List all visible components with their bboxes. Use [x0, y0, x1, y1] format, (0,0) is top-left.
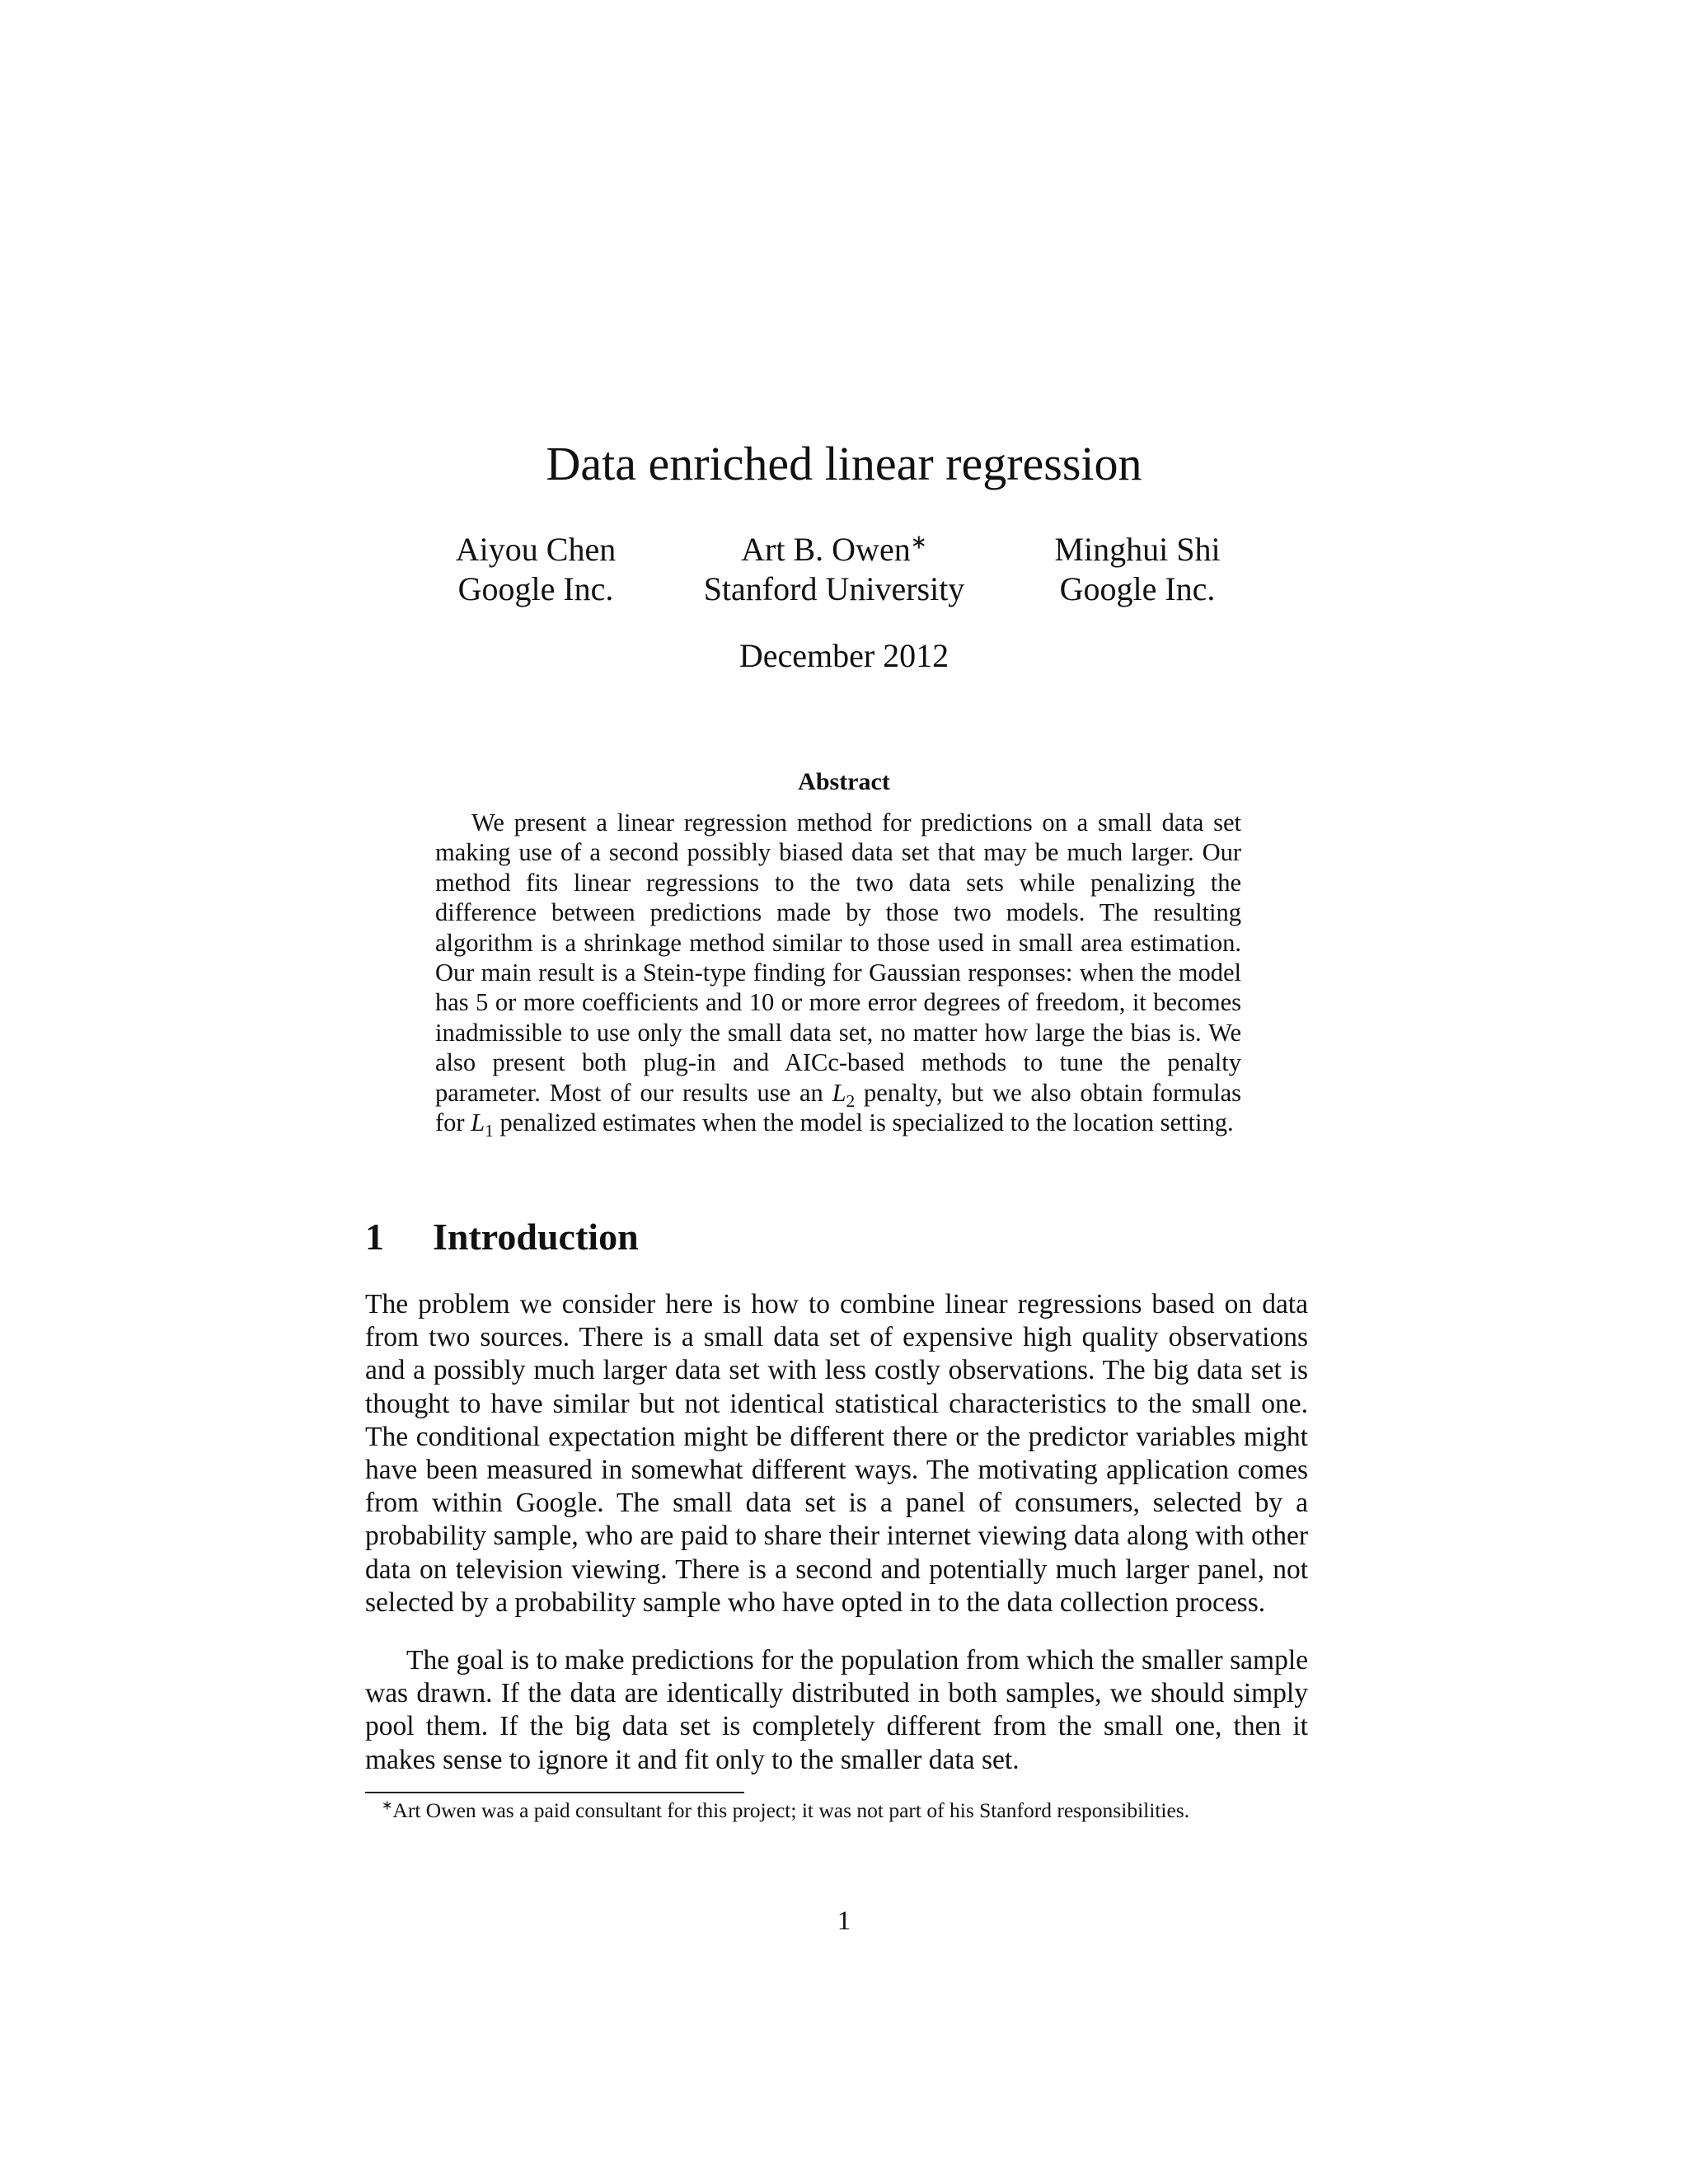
author-name: Art B. Owen [741, 531, 911, 568]
footnote-marker: ∗ [910, 532, 927, 554]
math-subscript: 2 [846, 1090, 856, 1111]
paper-date: December 2012 [738, 637, 950, 674]
footnote [365, 1797, 1308, 1823]
section-title: Introduction [433, 1216, 639, 1258]
math-symbol: L [832, 1078, 846, 1107]
paper-title: Data enriched linear regression [546, 437, 1142, 490]
abstract-heading: Abstract [798, 768, 890, 795]
author-block-3 [1034, 530, 1240, 609]
body-paragraph: The problem we consider here is how to combine linear regressions based on data from two sources. There is a small data set of expensive high quality observations and a possibly much larger data set with less costly observations. The big data set is thought to have similar but not identical statistical characteristics to the small one. The conditional expectation might be different there or the predictor variables might have been measured in somewhat different ways. The motivating application comes from within Google. The small data set is a panel of consumers, selected by a probability sample, who are paid to share their internet viewing data along with other data on television viewing. There is a second and potentially much larger panel, not selected by a probability sample who have opted in to the data collection process. [365, 1289, 1308, 1618]
footnote-rule [365, 1792, 744, 1793]
author-affiliation: Google Inc. [1059, 570, 1216, 607]
section-number: 1 [365, 1216, 384, 1258]
author-block-2 [691, 530, 978, 609]
footnote-marker: ∗ [382, 1798, 393, 1813]
author-name: Minghui Shi [1054, 531, 1221, 568]
footnote-text: Art Owen was a paid consultant for this project; it was not part of his Stanford responsibilities. [392, 1798, 1190, 1822]
abstract-text-part: We present a linear regression method for predictions on a small data set making use of a second possibly biased data set that may be much larger. Our method fits linear regressions to the two data sets while penalizing the difference between predictions made by those two models. The resulting algorithm is a shrinkage method similar to those used in small area estimation. Our main result is a Stein-type finding for Gaussian responses: when the model has 5 or more coefficients and 10 or more error degrees of freedom, it becomes inadmissible to use only the small data set, no matter how large the bias is. We also present both plug-in and AICc-based methods to tune the penalty parameter. Most of our results use an [435, 808, 1241, 1107]
abstract-text-part: penalized estimates when the model is specialized to the location setting. [493, 1108, 1234, 1137]
author-affiliation: Google Inc. [457, 570, 614, 607]
body-paragraph: The goal is to make predictions for the population from which the smaller sample was drawn. If the data are identically distributed in both samples, we should simply pool them. If the big data set is completely different from the small one, then it makes sense to ignore it and fit only to the smaller data set. [365, 1645, 1308, 1775]
math-symbol: L [471, 1108, 485, 1137]
page-number: 1 [837, 1906, 851, 1936]
section-heading [365, 1214, 639, 1260]
abstract-text [435, 808, 1241, 1141]
author-affiliation: Stanford University [703, 570, 965, 607]
author-name: Aiyou Chen [455, 531, 617, 568]
abstract-text-part: penalty, but we also obtain formulas for [435, 1078, 1241, 1137]
author-name-line [691, 530, 978, 569]
author-block-1 [445, 530, 626, 609]
math-subscript: 1 [485, 1121, 494, 1141]
